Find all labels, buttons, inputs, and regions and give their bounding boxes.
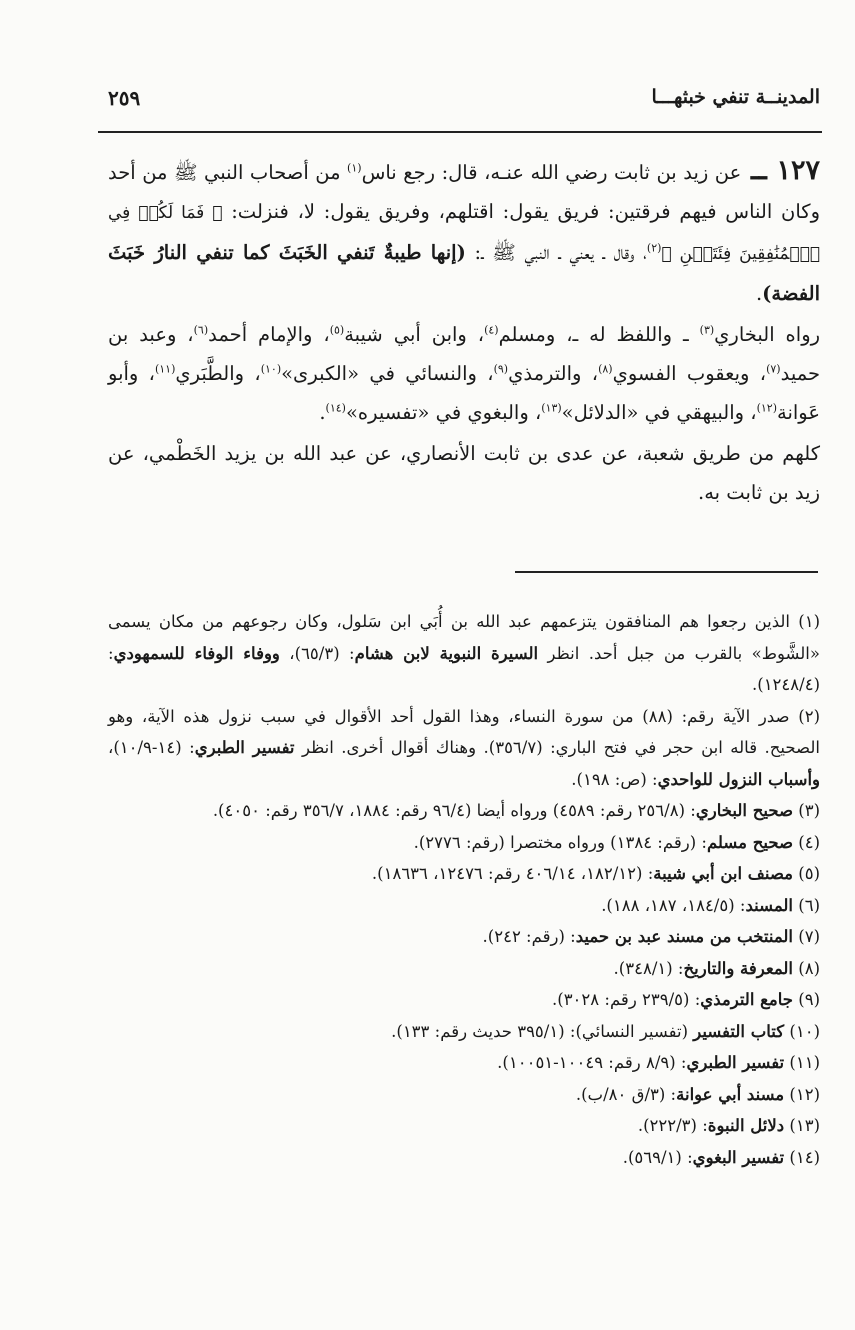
footnote-text: : (٥٦٩/١). <box>622 1147 693 1167</box>
source-title: دلائل النبوة <box>707 1116 785 1135</box>
source-title: تفسير الطبري <box>194 738 295 757</box>
source-title: تفسير الطبري <box>686 1053 785 1072</box>
footnote-marker: (٢) <box>646 241 662 255</box>
hadith-number: ١٢٧ <box>776 155 821 186</box>
source-title: جامع الترمذي <box>700 990 793 1009</box>
footnote-text: : (٨/٩ رقم: ١٠٠٤٩-١٠٠٥١). <box>497 1053 687 1072</box>
source-title: المنتخب من مسند عبد بن حميد <box>575 927 793 946</box>
quran-quote: ﴿ فَمَا لَكُمۡ فِي ٱلۡمُنَٰفِقِينَ فِئَتَيۡنِ ﴾ <box>108 203 820 264</box>
footnote-text: (٥) <box>793 864 820 883</box>
hadith-text: من أصحاب النبي ﷺ من أحد وكان الناس فيهم فرقتين: فريق يقول: اقتلهم، وفريق يقول: لا، فنزلت: <box>108 161 820 223</box>
hadith-paragraph <box>108 151 820 313</box>
takhrij-text: . <box>319 401 326 424</box>
footnote-text: : (رقم: ٢٤٢). <box>482 927 576 946</box>
footnote-text: (١٠) <box>784 1021 820 1041</box>
takhrij-text: ، والترمذي <box>508 362 599 385</box>
source-title: وأسباب النزول للواحدي <box>657 769 820 789</box>
takhrij-text: ، والبيهقي في «الدلائل» <box>561 401 757 424</box>
source-title: مصنف ابن أبي شيبة <box>653 864 793 883</box>
footnote-marker: (١٣) <box>541 401 562 415</box>
footnote-text: : (١٤-١٠/٩)، <box>108 738 195 757</box>
footnote-3 <box>108 795 820 827</box>
footnote-separator <box>515 571 818 573</box>
footnote-text: (٨) <box>793 958 820 978</box>
takhrij-text: ، وعبد بن حميد <box>108 323 821 385</box>
hadith-text: ، وقال ـ يعني ـ النبي ﷺ ـ: <box>465 241 647 264</box>
footnote-14 <box>108 1142 820 1174</box>
source-title: صحيح مسلم <box>706 832 793 852</box>
takhrij-text: ، والبغوي في «تفسيره» <box>345 401 542 424</box>
page-header <box>108 86 820 118</box>
footnote-text: (تفسير النسائي): (٣٩٥/١ حديث رقم: ١٣٣). <box>391 1021 694 1041</box>
footnote-text: : (٢٢٢/٣). <box>637 1116 708 1135</box>
footnote-marker: (٨) <box>598 362 613 376</box>
footnote-6 <box>108 890 820 922</box>
footnote-text: (٧) <box>793 927 820 946</box>
running-title: المدينــة تنفي خبثهـــا <box>651 86 820 108</box>
footnote-text: (١٣) <box>784 1116 820 1135</box>
footnote-text: : (١٢٤٨/٤). <box>108 643 820 694</box>
footnote-text: (٣) <box>793 801 820 820</box>
footnote-marker: (١١) <box>154 362 176 376</box>
footnote-marker: (١) <box>347 161 362 175</box>
source-title: كتاب التفسير <box>693 1021 785 1041</box>
source-title: المعرفة والتاريخ <box>683 958 793 978</box>
footnote-text: (١٤) <box>784 1147 820 1167</box>
footnote-marker: (٦) <box>193 323 209 337</box>
footnote-text: : (٣٤٨/١). <box>613 958 684 978</box>
footnote-text: : (٢٥٦/٨ رقم: ٤٥٨٩) ورواه أيضا (٩٦/٤ رقم: ١٨٨٤، ٣٥٦/٧ رقم: ٤٠٥٠). <box>212 801 696 820</box>
source-title: ووفاء الوفاء للسمهودي <box>113 643 280 663</box>
footnote-text: : (ص: ١٩٨). <box>571 769 658 789</box>
main-text <box>108 151 820 512</box>
footnote-text: : (١٨٤/٥، ١٨٧، ١٨٨). <box>601 895 746 915</box>
source-title: صحيح البخاري <box>695 801 793 820</box>
takhrij-text: ، والنسائي في «الكبرى» <box>281 362 494 385</box>
source-title: المسند <box>745 895 793 915</box>
footnote-9 <box>108 984 820 1016</box>
footnote-text: (٤) <box>793 832 820 852</box>
footnote-marker: (٩) <box>493 362 509 376</box>
header-rule <box>98 131 822 133</box>
takhrij-text: ، وابن أبي شيبة <box>344 323 485 346</box>
page-number: ٢٥٩ <box>108 86 141 110</box>
source-title: السيرة النبوية لابن هشام <box>354 643 539 663</box>
footnote-4 <box>108 827 820 859</box>
footnote-text: (١١) <box>784 1053 820 1072</box>
footnote-11 <box>108 1047 820 1079</box>
takhrij-text: رواه البخاري <box>714 323 821 346</box>
footnote-13 <box>108 1110 820 1142</box>
footnote-marker: (٤) <box>484 323 499 337</box>
footnote-text: (١٢) <box>784 1084 820 1104</box>
footnote-marker: (٧) <box>766 362 781 376</box>
footnote-text: (٢) صدر الآية رقم: (٨٨) من سورة النساء، وهذا القول أحد الأقوال في سبب نزول هذه الآية، وهو الصحيح. قاله ابن حجر في فتح الباري: (٣٥٦/٧). وهناك أقوال أخرى. انظر <box>108 706 821 757</box>
hadith-text: . <box>755 282 763 305</box>
footnote-text: : (١٨٢/١٢، ٤٠٦/١٤ رقم: ١٢٤٧٦، ١٨٦٣٦). <box>371 864 654 883</box>
isnad-paragraph: كلهم من طريق شعبة، عن عدى بن ثابت الأنصاري، عن عبد الله بن يزيد الخَطْمي، عن زيد بن ثابت به. <box>108 442 820 504</box>
source-title: مسند أبي عوانة <box>676 1084 785 1104</box>
footnote-text: (٩) <box>793 990 820 1009</box>
footnotes <box>108 606 820 1173</box>
footnote-12 <box>108 1079 820 1111</box>
takhrij-text: ، والطَّبَري <box>175 362 261 385</box>
footnote-text: : (٢٣٩/٥ رقم: ٣٠٢٨). <box>552 990 701 1009</box>
footnote-8 <box>108 953 820 985</box>
footnote-text: : (رقم: ١٣٨٤) ورواه مختصرا (رقم: ٢٧٧٦). <box>413 832 707 852</box>
footnote-text: (١) الذين رجعوا هم المنافقون يتزعمهم عبد الله بن أُبَي ابن سَلول، وكان رجوعهم من مكان يسمى «الشَّوط» بالقرب من جبل أحد. انظر <box>108 612 820 663</box>
footnote-marker: (١٠) <box>260 362 282 376</box>
hadith-text: عن زيد بن ثابت رضي الله عنـه، قال: رجع ناس <box>361 161 742 184</box>
footnote-marker: (١٢) <box>756 401 777 415</box>
footnote-text: : (٦٥/٣)، <box>279 643 355 663</box>
takhrij-text: ، ويعقوب الفسوي <box>612 362 767 385</box>
footnote-marker: (٣) <box>699 323 715 337</box>
takhrij-paragraph <box>108 315 820 432</box>
prophetic-saying: (إنها طيبةٌ تَنفي الخَبَثَ كما تنفي النارُ خَبَثَ الفضة) <box>108 241 820 305</box>
footnote-text: (٦) <box>793 895 820 915</box>
footnote-2 <box>108 701 820 796</box>
footnote-10 <box>108 1016 820 1048</box>
hadith-dash: ــ <box>741 155 777 186</box>
footnote-text: : (٣/ق ٨٠/ب). <box>575 1084 677 1104</box>
takhrij-text: ، والإمام أحمد <box>208 323 330 346</box>
footnote-1 <box>108 606 820 701</box>
source-title: تفسير البغوي <box>692 1147 785 1167</box>
footnote-7 <box>108 921 820 953</box>
takhrij-text: ـ واللفظ له ـ، ومسلم <box>498 323 700 346</box>
footnote-marker: (٥) <box>329 323 345 337</box>
footnote-5 <box>108 858 820 890</box>
takhrij-text: ، وأبو عَوانة <box>108 362 820 424</box>
footnote-marker: (١٤) <box>325 401 346 415</box>
